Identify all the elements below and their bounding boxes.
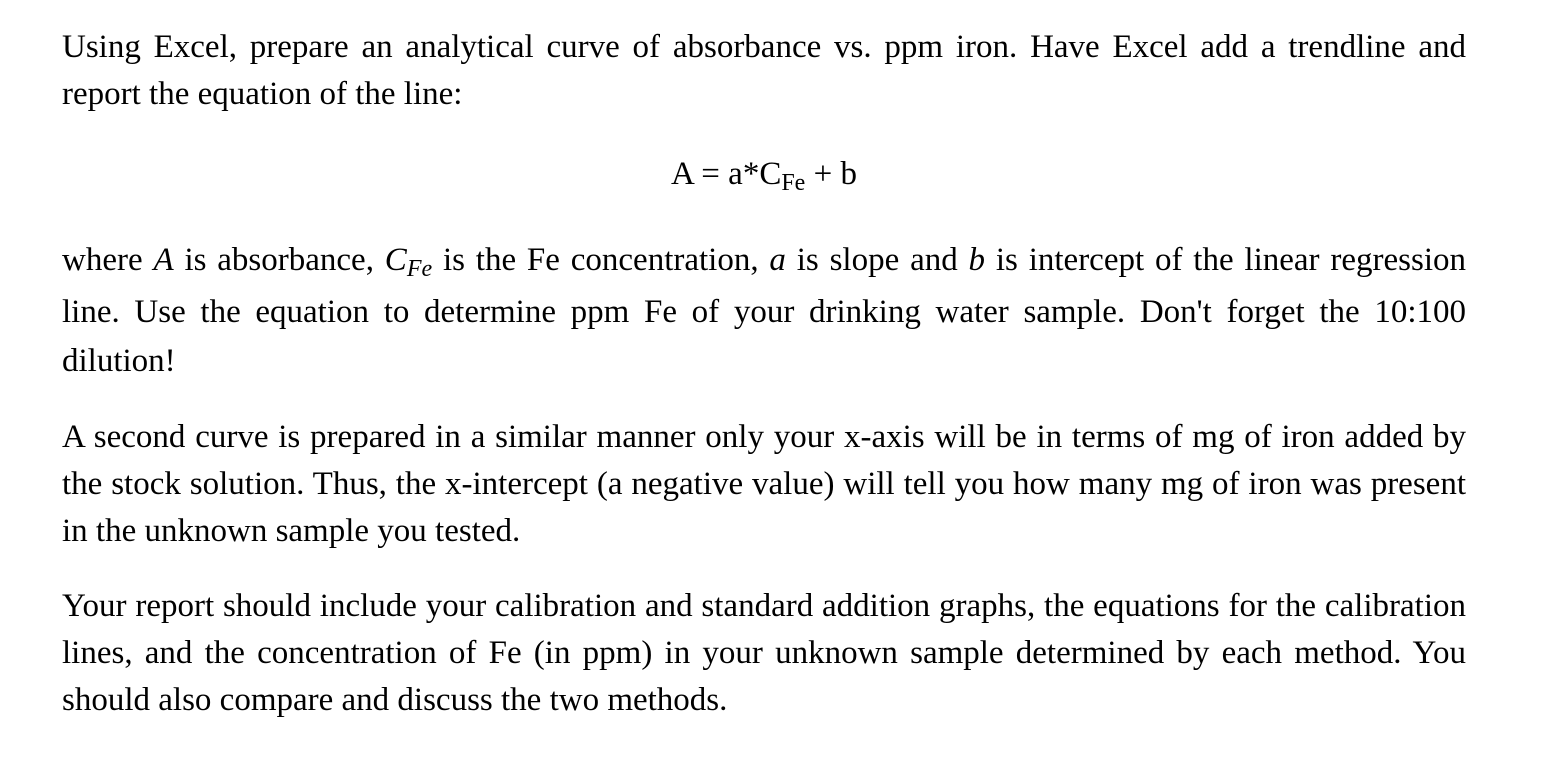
instructions-paragraph-2 [62, 236, 1466, 386]
equation-lhs: A = a*C [671, 156, 782, 192]
p2-symbol-a: a [769, 242, 786, 278]
p2-symbol-C-subscript: Fe [406, 256, 433, 282]
equation-rhs: + b [805, 156, 857, 192]
p2-symbol-A: A [153, 242, 174, 278]
p2-text-1: where [62, 242, 154, 278]
p2-text-2: is absorbance, [173, 242, 385, 278]
instructions-paragraph-3: A second curve is prepared in a similar manner only your x-axis will be in terms of mg of iron added by the stock solution. Thus, the x-intercept (a negative value) will tell you how many mg of iron was present in the unknown sample you tested. [62, 419, 1466, 549]
linear-equation [62, 118, 1466, 236]
p2-symbol-C: C [384, 242, 407, 278]
instructions-paragraph-1: Using Excel, prepare an analytical curve of absorbance vs. ppm iron. Have Excel add a trendline and report the equation of the line: [62, 29, 1466, 112]
p2-text-5: is intercept of the linear regression line. Use the equation to determine ppm Fe of your drinking water sample. Don't forget the 10:100 dilution! [62, 242, 1466, 379]
p2-text-3: is the Fe concentration, [432, 242, 770, 278]
instructions-paragraph-4: Your report should include your calibration and standard addition graphs, the equations for the calibration lines, and the concentration of Fe (in ppm) in your unknown sample determined by each method. You should also compare and discuss the two methods. [62, 588, 1466, 718]
equation-subscript: Fe [781, 170, 806, 196]
document-page [62, 24, 1466, 724]
p2-symbol-b: b [968, 242, 986, 278]
p2-text-4: is slope and [785, 242, 969, 278]
